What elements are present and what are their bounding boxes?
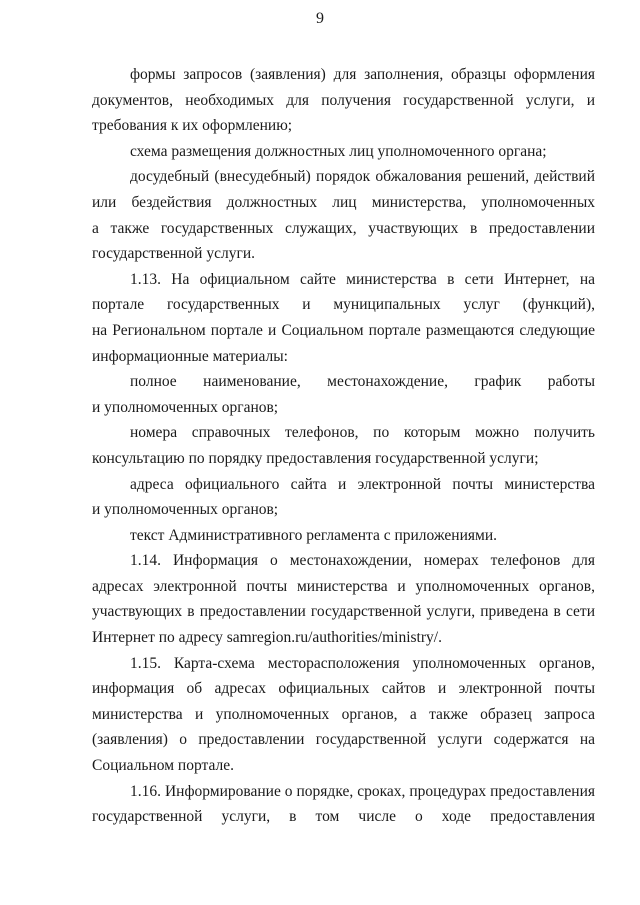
text-line: текст Административного регламента с приложениями. bbox=[130, 526, 497, 544]
text-line: информационные материалы: bbox=[92, 347, 288, 365]
document-body bbox=[92, 62, 595, 830]
text-line: Интернет по адресу samregion.ru/authorities/ministry/. bbox=[92, 629, 442, 647]
text-line: участвующих в предоставлении государственной услуги, приведена в сети bbox=[92, 603, 595, 621]
text-line: Социальном портале. bbox=[92, 757, 234, 775]
text-line: а также государственных служащих, участвующих в предоставлении bbox=[92, 219, 595, 237]
text-line: министерства и уполномоченных органов, а также образец запроса bbox=[92, 705, 595, 723]
text-line: государственной услуги. bbox=[92, 245, 255, 263]
text-line: номера справочных телефонов, по которым можно получить bbox=[130, 424, 595, 442]
text-line: адреса официального сайта и электронной почты министерства bbox=[130, 475, 595, 493]
text-line: схема размещения должностных лиц уполномоченного органа; bbox=[130, 142, 547, 160]
text-line: портале государственных и муниципальных услуг (функций), bbox=[92, 296, 595, 314]
text-line: на Региональном портале и Социальном портале размещаются следующие bbox=[92, 321, 595, 339]
text-line: 1.13. На официальном сайте министерства в сети Интернет, на bbox=[130, 270, 595, 288]
text-line: 1.14. Информация о местонахождении, номерах телефонов для bbox=[130, 552, 595, 570]
text-line: 1.16. Информирование о порядке, сроках, процедурах предоставления bbox=[130, 782, 595, 800]
text-line: и уполномоченных органов; bbox=[92, 501, 279, 519]
text-line: государственной услуги, в том числе о ходе предоставления bbox=[92, 808, 595, 826]
text-line: и уполномоченных органов; bbox=[92, 398, 279, 416]
text-line: или бездействия должностных лиц министерства, уполномоченных bbox=[92, 193, 595, 211]
text-line: требования к их оформлению; bbox=[92, 117, 293, 135]
text-line: документов, необходимых для получения государственной услуги, и bbox=[92, 91, 595, 109]
text-line: (заявления) о предоставлении государственной услуги содержатся на bbox=[92, 731, 595, 749]
text-line: информация об адресах официальных сайтов и электронной почты bbox=[92, 680, 595, 698]
page-number: 9 bbox=[316, 10, 324, 27]
text-line: досудебный (внесудебный) порядок обжалования решений, действий bbox=[130, 168, 595, 186]
text-line: полное наименование, местонахождение, график работы bbox=[130, 373, 595, 391]
text-line: формы запросов (заявления) для заполнения, образцы оформления bbox=[130, 66, 595, 83]
text-line: адресах электронной почты министерства и уполномоченных органов, bbox=[92, 577, 595, 595]
text-line: 1.15. Карта-схема месторасположения уполномоченных органов, bbox=[130, 654, 595, 672]
text-line: консультацию по порядку предоставления государственной услуги; bbox=[92, 449, 539, 467]
